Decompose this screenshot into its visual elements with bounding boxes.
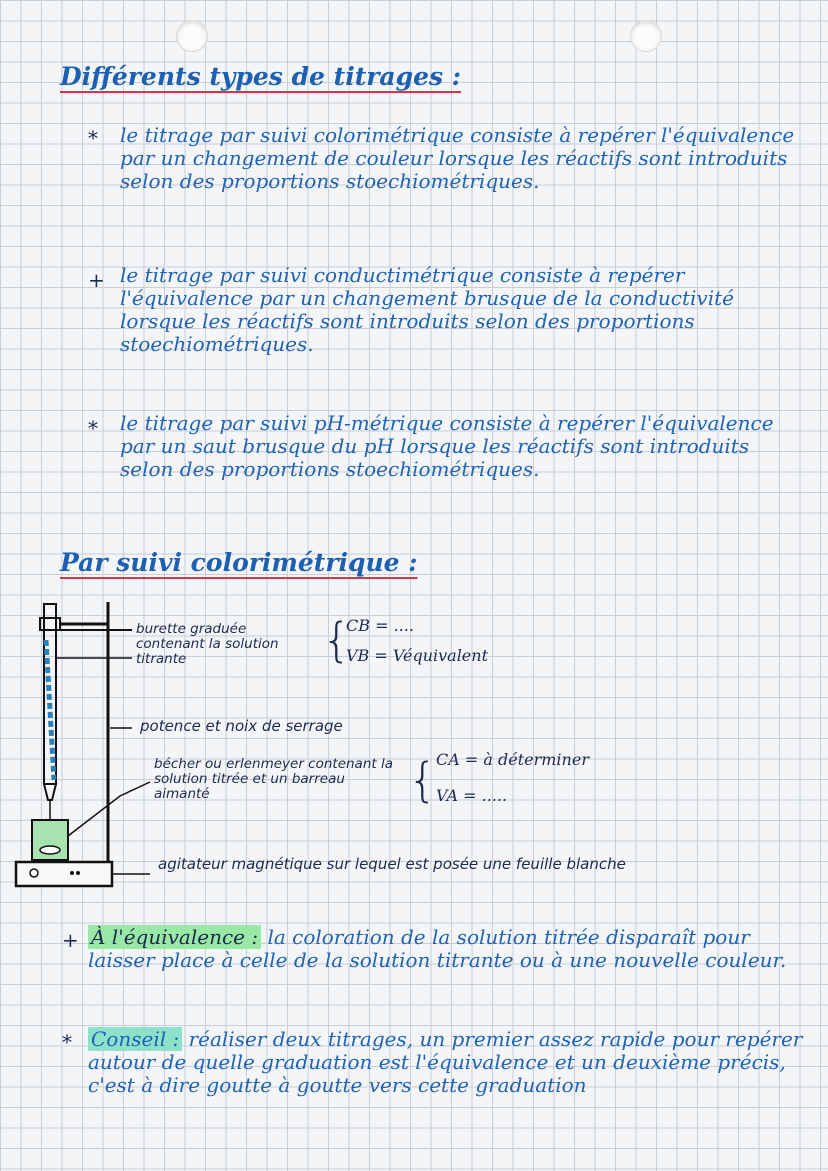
bullet-equivalence: + <box>62 928 79 952</box>
brace-becher: { <box>408 753 438 807</box>
label-burette: burette graduée contenant la solution titrante <box>136 621 279 667</box>
bullet-3: * <box>88 416 98 440</box>
brace-burette: { <box>322 613 352 667</box>
formula-ca: CA = à déterminer <box>436 750 589 769</box>
conseil-label: Conseil : <box>88 1027 182 1051</box>
equivalence-paragraph <box>88 926 788 972</box>
bullet-conseil: * <box>62 1030 72 1054</box>
section-title-colorimetrique: Par suivi colorimétrique : <box>60 548 418 577</box>
label-becher: bécher ou erlenmeyer contenant la solution titrée et un barreau aimanté <box>154 756 393 802</box>
formula-va: VA = ..... <box>436 786 508 805</box>
formula-cb: CB = .... <box>346 616 414 635</box>
item-conductimetrique: le titrage par suivi conductimétrique consiste à repérer l'équivalence par un changement brusque de la conductivité lorsque les réactifs sont introduits selon des proportions stoechiométriques. <box>120 263 734 356</box>
conseil-paragraph <box>88 1028 808 1097</box>
equivalence-label: À l'équivalence : <box>88 925 261 949</box>
bullet-2: + <box>88 268 105 292</box>
label-agitateur: agitateur magnétique sur lequel est posée une feuille blanche <box>158 855 626 873</box>
item-phmetrique: le titrage par suivi pH-métrique consiste à repérer l'équivalence par un saut brusque du pH lorsque les réactifs sont introduits selon des proportions stoechiométriques. <box>120 411 774 481</box>
conseil-text: réaliser deux titrages, un premier assez rapide pour repérer autour de quelle graduation est l'équivalence et un deuxième précis, c'est à dire goutte à goutte vers cette graduation <box>88 1027 803 1097</box>
formula-vb: VB = Véquivalent <box>346 646 489 665</box>
section-title-types: Différents types de titrages : <box>60 62 462 91</box>
equivalence-text: la coloration de la solution titrée disparaît pour laisser place à celle de la solution titrante ou à une nouvelle couleur. <box>88 925 787 972</box>
item-colorimetrique: le titrage par suivi colorimétrique consiste à repérer l'équivalence par un changement de couleur lorsque les réactifs sont introduits selon des proportions stoechiométriques. <box>120 123 795 193</box>
label-potence: potence et noix de serrage <box>140 717 343 735</box>
bullet-1: * <box>88 126 98 150</box>
